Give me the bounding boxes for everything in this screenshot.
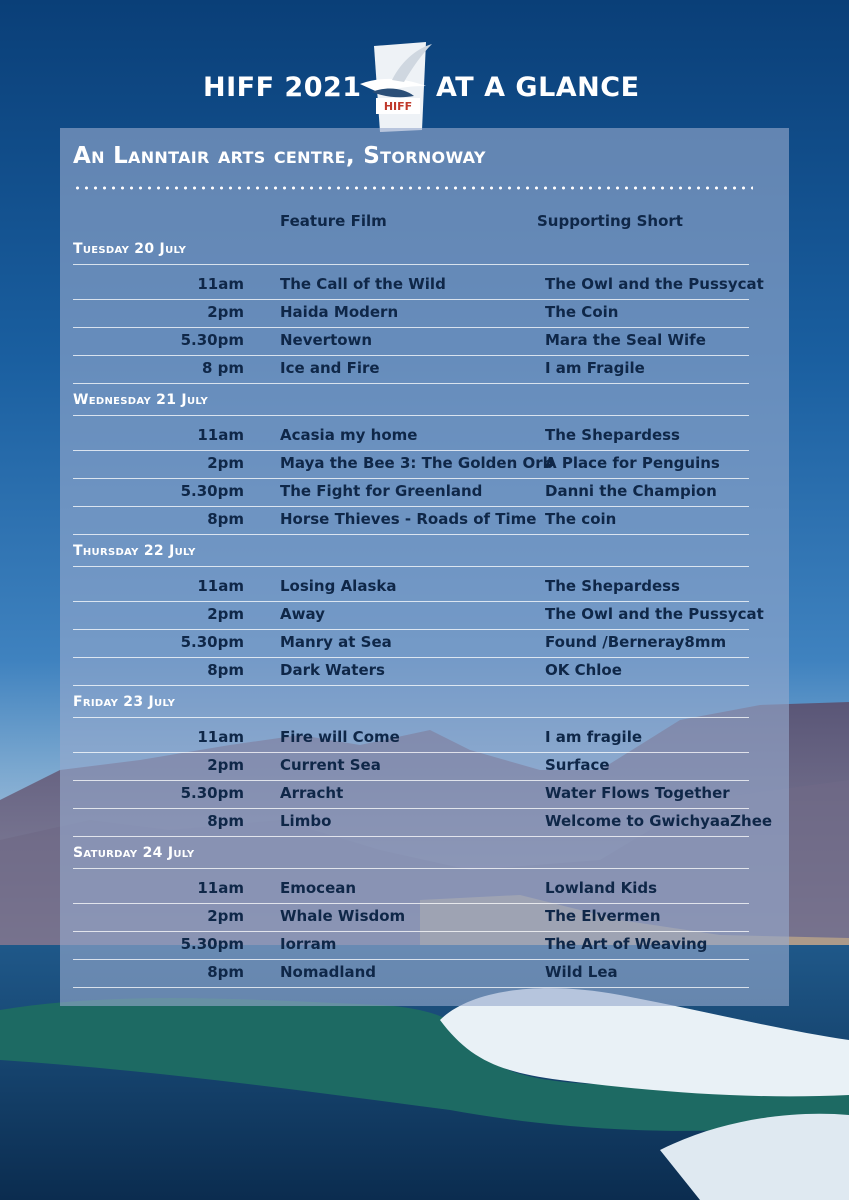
supporting-short-title: The Owl and the Pussycat xyxy=(545,605,764,623)
row-divider xyxy=(73,264,749,265)
supporting-short-title: I am Fragile xyxy=(545,359,645,377)
feature-film-title: Current Sea xyxy=(280,756,381,774)
feature-film-title: Arracht xyxy=(280,784,344,802)
supporting-short-title: Lowland Kids xyxy=(545,879,658,897)
supporting-short-title: A Place for Penguins xyxy=(545,454,720,472)
row-divider xyxy=(73,506,749,507)
day-heading: Friday 23 July xyxy=(73,694,176,710)
supporting-short-title: The Shepardess xyxy=(545,426,680,444)
session-time: 2pm xyxy=(207,454,244,472)
row-divider xyxy=(73,868,749,869)
session-time: 2pm xyxy=(207,605,244,623)
row-divider xyxy=(73,657,749,658)
row-divider xyxy=(73,355,749,356)
session-time: 11am xyxy=(197,879,244,897)
session-time: 5.30pm xyxy=(180,482,244,500)
day-heading: Tuesday 20 July xyxy=(73,241,187,257)
feature-film-title: Emocean xyxy=(280,879,357,897)
row-divider xyxy=(73,808,749,809)
feature-film-title: Ice and Fire xyxy=(280,359,380,377)
feature-film-title: Away xyxy=(280,605,325,623)
row-divider xyxy=(73,629,749,630)
feature-film-title: Limbo xyxy=(280,812,332,830)
supporting-short-title: The Shepardess xyxy=(545,577,680,595)
row-divider xyxy=(73,931,749,932)
session-time: 2pm xyxy=(207,303,244,321)
feature-film-title: Maya the Bee 3: The Golden Orb xyxy=(280,454,554,472)
row-divider xyxy=(73,299,749,300)
feature-film-title: Dark Waters xyxy=(280,661,385,679)
row-divider xyxy=(73,987,749,988)
session-time: 11am xyxy=(197,426,244,444)
row-divider xyxy=(73,752,749,753)
feature-film-title: Nevertown xyxy=(280,331,373,349)
session-time: 5.30pm xyxy=(180,784,244,802)
row-divider xyxy=(73,959,749,960)
feature-film-title: Nomadland xyxy=(280,963,377,981)
dotted-divider xyxy=(73,186,753,190)
supporting-short-title: The Elvermen xyxy=(545,907,661,925)
row-divider xyxy=(73,601,749,602)
feature-film-title: The Call of the Wild xyxy=(280,275,446,293)
column-header-supporting-short: Supporting Short xyxy=(537,212,683,230)
supporting-short-title: The Art of Weaving xyxy=(545,935,708,953)
venue-heading: An Lanntair arts centre, Stornoway xyxy=(73,143,486,169)
feature-film-title: Acasia my home xyxy=(280,426,418,444)
supporting-short-title: The coin xyxy=(545,510,617,528)
feature-film-title: Whale Wisdom xyxy=(280,907,406,925)
row-divider xyxy=(73,534,749,535)
row-divider xyxy=(73,327,749,328)
row-divider xyxy=(73,903,749,904)
supporting-short-title: Water Flows Together xyxy=(545,784,730,802)
session-time: 11am xyxy=(197,577,244,595)
session-time: 2pm xyxy=(207,756,244,774)
day-heading: Thursday 22 July xyxy=(73,543,196,559)
title-hiff-2021: HIFF 2021 xyxy=(203,72,362,103)
feature-film-title: Losing Alaska xyxy=(280,577,397,595)
row-divider xyxy=(73,717,749,718)
feature-film-title: The Fight for Greenland xyxy=(280,482,483,500)
day-heading: Saturday 24 July xyxy=(73,845,195,861)
row-divider xyxy=(73,415,749,416)
supporting-short-title: Danni the Champion xyxy=(545,482,717,500)
row-divider xyxy=(73,478,749,479)
row-divider xyxy=(73,685,749,686)
session-time: 11am xyxy=(197,728,244,746)
session-time: 11am xyxy=(197,275,244,293)
supporting-short-title: Mara the Seal Wife xyxy=(545,331,706,349)
row-divider xyxy=(73,383,749,384)
row-divider xyxy=(73,780,749,781)
feature-film-title: Manry at Sea xyxy=(280,633,392,651)
supporting-short-title: Wild Lea xyxy=(545,963,618,981)
feature-film-title: Horse Thieves - Roads of Time xyxy=(280,510,537,528)
session-time: 5.30pm xyxy=(180,935,244,953)
supporting-short-title: The Owl and the Pussycat xyxy=(545,275,764,293)
hiff-seagull-logo-icon xyxy=(352,40,436,134)
row-divider xyxy=(73,566,749,567)
session-time: 8pm xyxy=(207,661,244,679)
supporting-short-title: OK Chloe xyxy=(545,661,622,679)
schedule-panel xyxy=(60,128,789,1006)
supporting-short-title: Found /Berneray8mm xyxy=(545,633,727,651)
row-divider xyxy=(73,450,749,451)
feature-film-title: Haida Modern xyxy=(280,303,399,321)
session-time: 8pm xyxy=(207,812,244,830)
row-divider xyxy=(73,836,749,837)
feature-film-title: Iorram xyxy=(280,935,337,953)
session-time: 2pm xyxy=(207,907,244,925)
session-time: 8 pm xyxy=(201,359,244,377)
session-time: 8pm xyxy=(207,963,244,981)
supporting-short-title: I am fragile xyxy=(545,728,643,746)
session-time: 5.30pm xyxy=(180,331,244,349)
supporting-short-title: Welcome to GwichyaaZhee xyxy=(545,812,773,830)
svg-text:HIFF: HIFF xyxy=(383,100,413,113)
session-time: 5.30pm xyxy=(180,633,244,651)
day-heading: Wednesday 21 July xyxy=(73,392,209,408)
column-header-feature-film: Feature Film xyxy=(280,212,387,230)
title-at-a-glance: AT A GLANCE xyxy=(436,72,640,103)
feature-film-title: Fire will Come xyxy=(280,728,400,746)
session-time: 8pm xyxy=(207,510,244,528)
supporting-short-title: The Coin xyxy=(545,303,619,321)
supporting-short-title: Surface xyxy=(545,756,610,774)
